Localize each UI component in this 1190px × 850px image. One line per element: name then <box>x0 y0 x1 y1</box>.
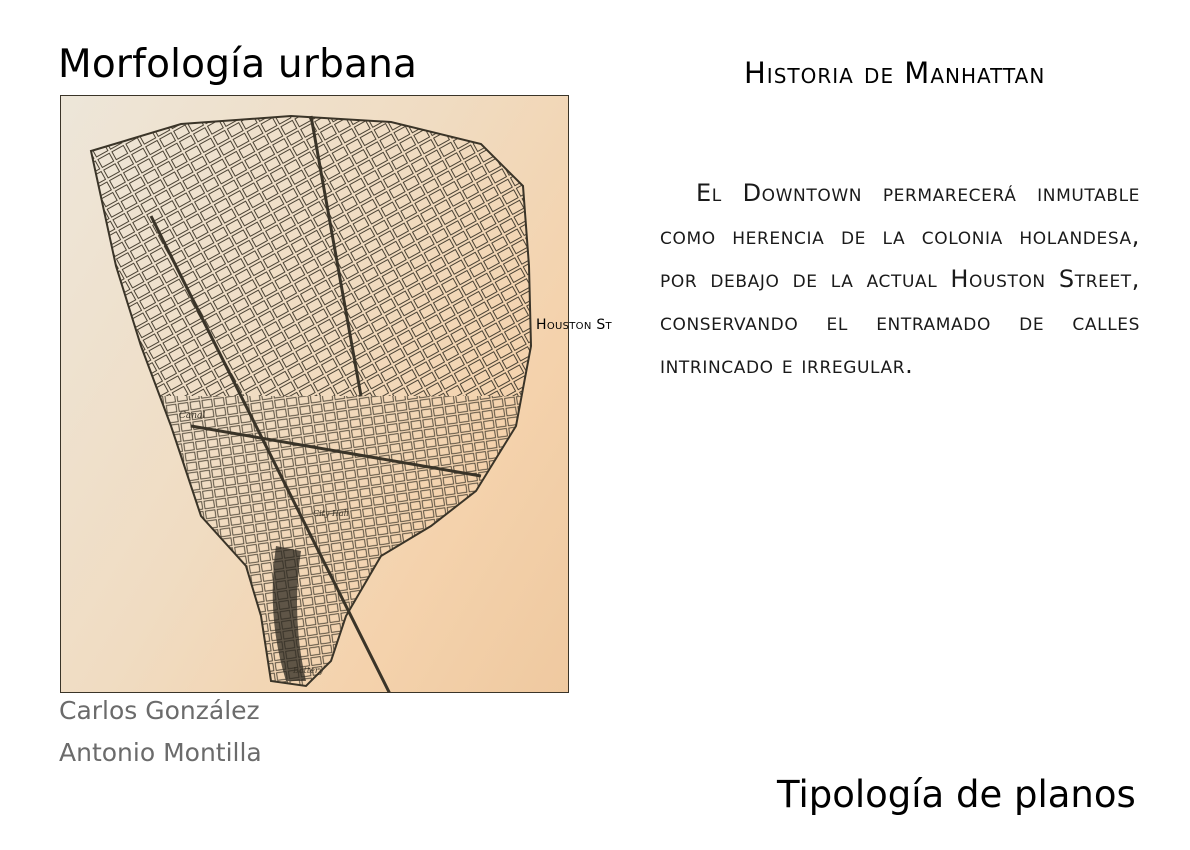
map-label-city-hall: City Hall <box>313 509 349 518</box>
author-name: Carlos González <box>59 696 260 725</box>
manhattan-map <box>60 95 569 693</box>
map-label-battery: Battery <box>293 666 324 675</box>
body-paragraph: El Downtown permarecerá inmutable como herencia de la colonia holandesa, por debajo de la actual Houston Street, conservando el entramado de calles intrincado e irregular. <box>660 179 1140 379</box>
section-heading: Historia de Manhattan <box>744 56 1046 90</box>
houston-street-label: Houston St <box>536 317 612 333</box>
page-title: Morfología urbana <box>58 42 418 87</box>
footer-title: Tipología de planos <box>777 773 1136 816</box>
map-label-canal: Canal <box>179 411 206 421</box>
author-name: Antonio Montilla <box>59 738 262 767</box>
map-drawing <box>61 96 568 692</box>
